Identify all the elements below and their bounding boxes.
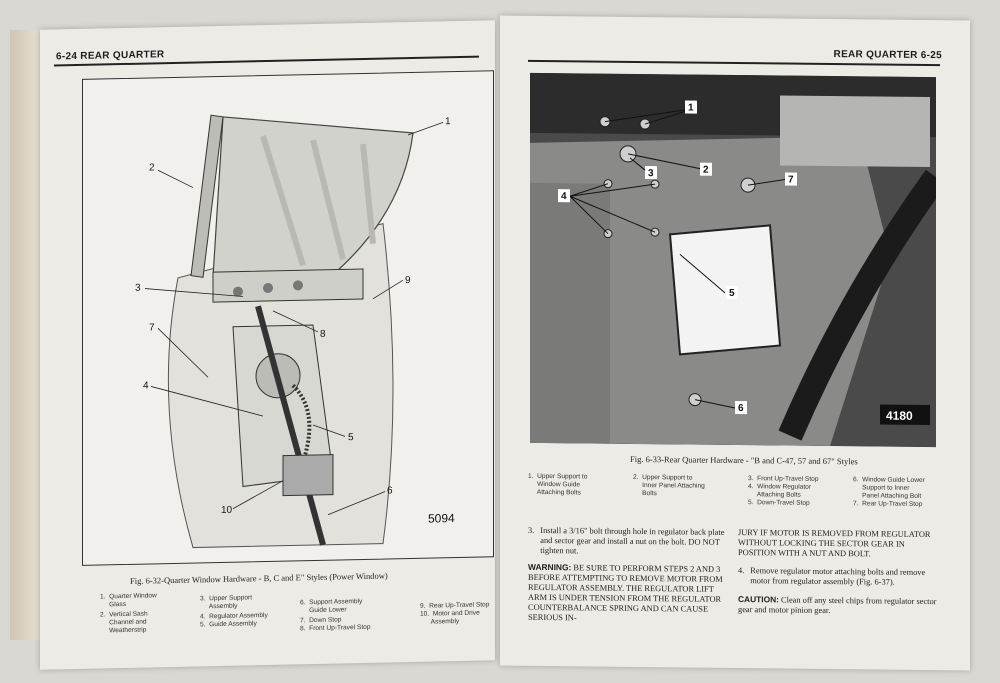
legend-item: 5. Down-Travel Stop (748, 499, 810, 507)
warning-continued: JURY IF MOTOR IS REMOVED FROM REGULATOR WITHOUT LOCKING THE SECTOR GEAR IN POSITION WITH A NUT AND BOLT. (738, 528, 931, 559)
upper-trim (780, 95, 930, 167)
legend-item: 1. Upper Support to Window Guide Attaching Bolts (528, 472, 588, 497)
left-page (40, 20, 495, 670)
figure-6-33-legend (528, 473, 948, 527)
legend-item: 7. Rear Up-Travel Stop (853, 500, 923, 508)
legend-item: 7. Down Stop (300, 616, 342, 625)
step-3-text: Install a 3/16" bolt through hole in regulator back plate and sector gear and install a nut on the bolt. DO NOT tighten nut. (540, 525, 725, 556)
right-page-header: REAR QUARTER 6-25 (833, 49, 942, 62)
warning-block (528, 562, 728, 625)
legend-item: 6. Support Assembly Guide Lower (300, 598, 363, 615)
legend-item: 1. Quarter Window Glass (100, 592, 157, 609)
motor-and-drive-assembly (283, 455, 333, 496)
panel-access-hole (670, 224, 780, 355)
legend-item: 10. Motor and Drive Assembly (420, 609, 480, 626)
legend-item: 2. Upper Support to Inner Panel Attaching Bolts (633, 473, 705, 498)
photo-callout-6: 6 (738, 403, 744, 415)
legend-item: 4. Regulator Assembly (200, 611, 268, 621)
legend-item: 4. Window Regulator Attaching Bolts (748, 483, 812, 499)
left-column-text (528, 526, 728, 625)
step-3-number: 3. (528, 525, 535, 535)
caution-block (738, 594, 943, 617)
rear-quarter-photo (530, 73, 936, 447)
callout-4: 4 (143, 380, 149, 392)
legend-item: 5. Guide Assembly (200, 620, 257, 629)
warning-label: WARNING: (528, 561, 572, 573)
photo-callout-3: 3 (648, 168, 654, 180)
callout-8: 8 (320, 328, 326, 340)
header-rule (528, 60, 940, 66)
legend-item: 3. Front Up-Travel Stop (748, 475, 819, 483)
figure-6-33-photo (530, 73, 936, 447)
callout-7: 7 (149, 322, 155, 334)
upper-support-assembly (213, 269, 363, 302)
callout-1: 1 (445, 116, 451, 128)
right-column-text (738, 528, 943, 617)
caution-text: Clean off any steel chips from regulator sector gear and motor pinion gear. (738, 595, 937, 615)
warning-text: BE SURE TO PERFORM STEPS 2 AND 3 BEFORE ATTEMPTING TO REMOVE MOTOR FROM REGULATOR ASSEMBLY. THE REGULATOR LIFT ARM IS UNDER TENSION FROM THE REGULATOR COUNTERBALANCE SPRING AND CAN CAUSE SERIOUS IN- (528, 563, 723, 623)
figure-6-32-caption: Fig. 6-32-Quarter Window Hardware - B, C and E" Styles (Power Window) (130, 570, 388, 586)
callout-10: 10 (221, 504, 233, 516)
photo-callout-2: 2 (703, 164, 709, 176)
callout-9: 9 (405, 275, 411, 287)
callout-6: 6 (386, 485, 393, 497)
left-page-header: 6-24 REAR QUARTER (56, 49, 165, 63)
photo-number: 4180 (886, 408, 913, 423)
legend-item: 8. Front Up-Travel Stop (300, 623, 371, 633)
figure-6-32-legend (100, 585, 490, 653)
step-4 (738, 566, 943, 588)
photo-callout-7: 7 (788, 174, 794, 186)
legend-item: 3. Upper Support Assembly (200, 594, 253, 611)
window-hardware-drawing (83, 71, 493, 565)
callout-2: 2 (149, 162, 155, 174)
legend-item: 9. Rear Up-Travel Stop (420, 601, 490, 610)
callout-5: 5 (348, 432, 354, 444)
figure-6-33-caption: Fig. 6-33-Rear Quarter Hardware - "B and C-47, 57 and 67" Styles (630, 453, 858, 467)
legend-item: 2. Vertical Sash Channel and Weatherstrip (100, 610, 148, 635)
photo-callout-5: 5 (729, 287, 735, 299)
right-page (500, 16, 970, 671)
lower-panel (530, 183, 610, 444)
step-4-text: Remove regulator motor attaching bolts and remove motor from regulator assembly (Fig. 6-37). (750, 566, 926, 587)
legend-item: 6. Window Guide Lower Support to Inner Panel Attaching Bolt (853, 476, 925, 500)
figure-6-32-illustration (82, 70, 494, 566)
callout-3: 3 (135, 282, 141, 294)
step-3 (528, 526, 728, 558)
photo-callout-4: 4 (561, 191, 567, 203)
figure-number: 5094 (428, 511, 455, 526)
photo-callout-1: 1 (688, 102, 694, 114)
step-4-number: 4. (738, 566, 745, 576)
caution-label: CAUTION: (738, 594, 779, 605)
